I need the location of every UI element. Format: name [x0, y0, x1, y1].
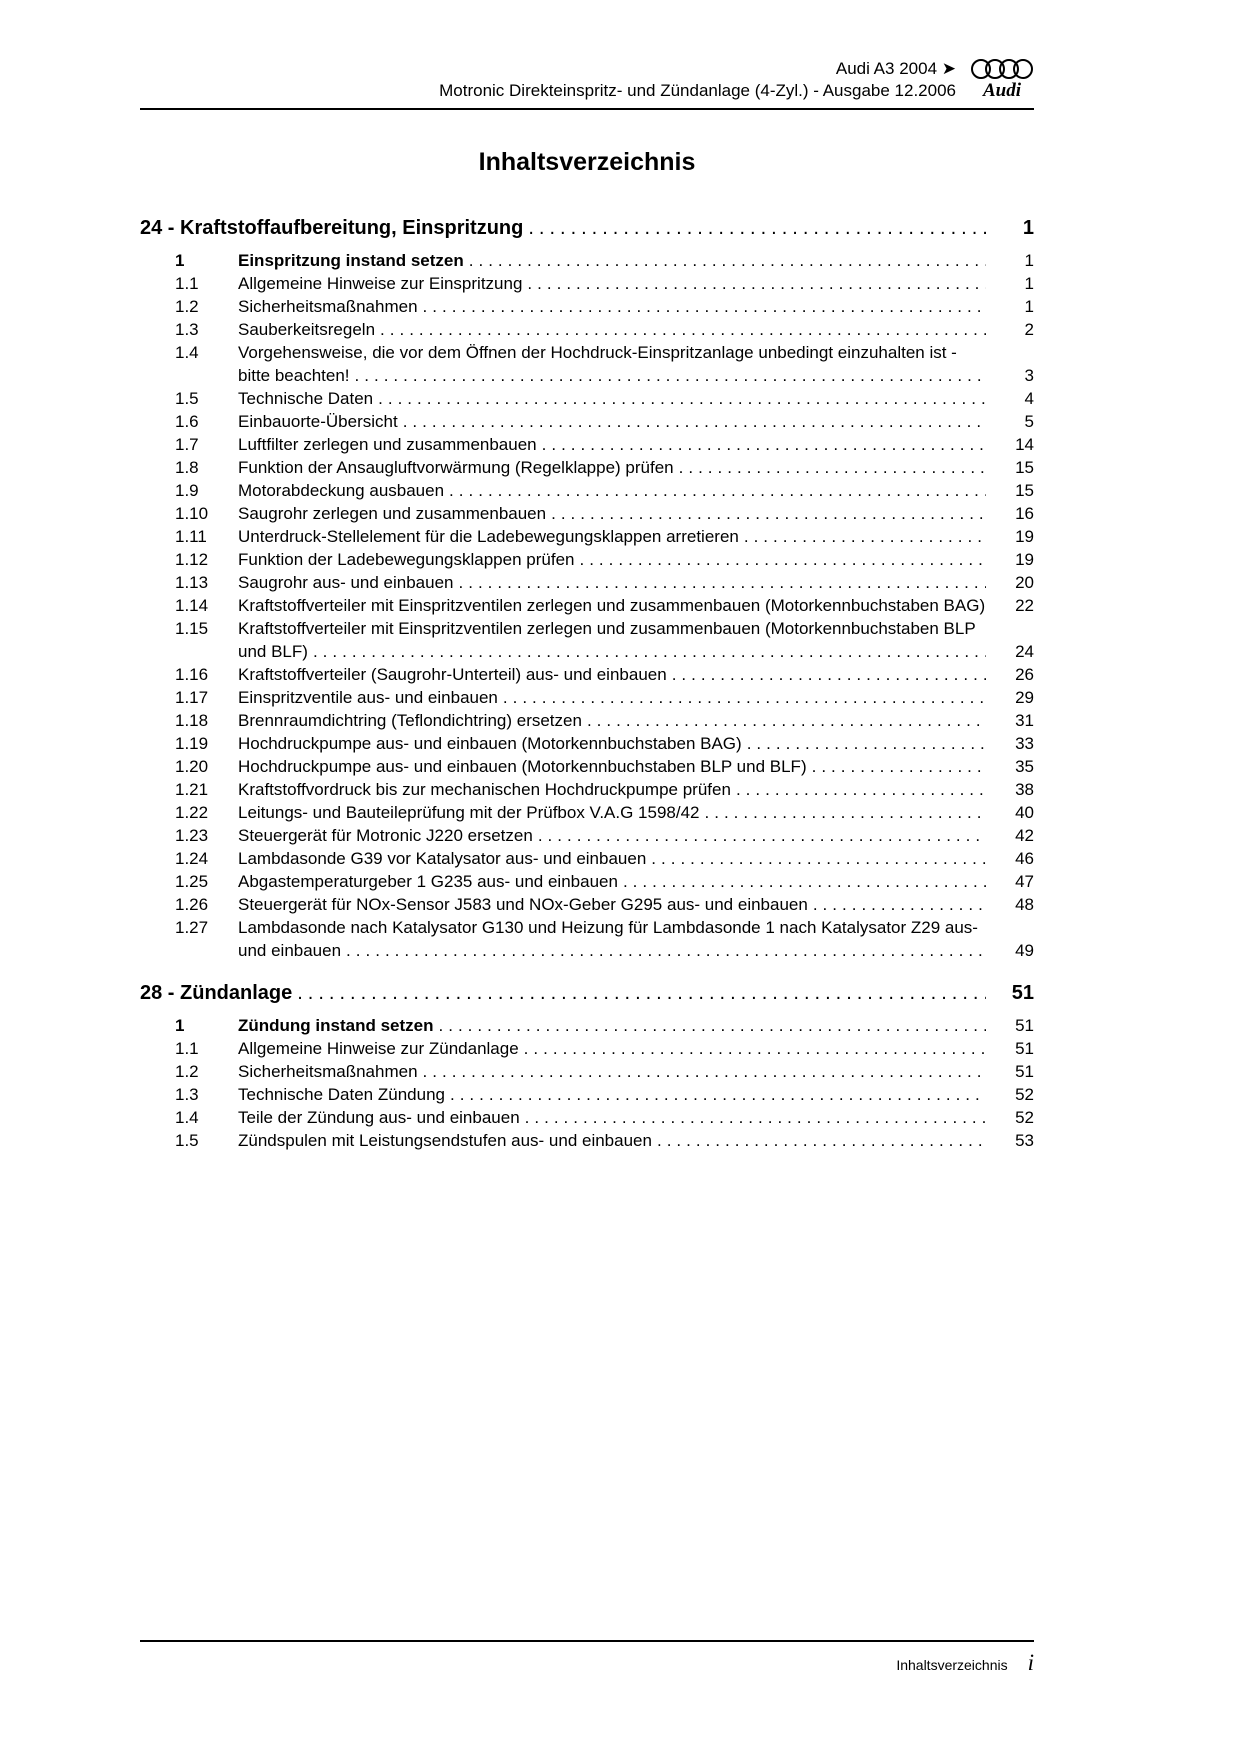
section-entry: [238, 456, 986, 479]
brand-block: [970, 58, 1034, 101]
section-entry: [238, 686, 986, 709]
toc-row: [140, 571, 1034, 594]
section-title: Einspritzventile aus- und einbauen: [238, 688, 498, 707]
header-divider: [140, 108, 1034, 110]
chapter-label: 28 - Zündanlage: [140, 982, 293, 1004]
section-title: Brennraumdichtring (Teflondichtring) ersetzen: [238, 711, 582, 730]
section-title: Unterdruck-Stellelement für die Ladebewegungsklappen arretieren: [238, 527, 739, 546]
section-page-number: 15: [1015, 458, 1034, 477]
section-number: 1.14: [175, 596, 209, 615]
section-title: Funktion der Ladebewegungsklappen prüfen: [238, 550, 575, 569]
section-page-number: 15: [1015, 481, 1034, 500]
section-entry: [238, 249, 986, 272]
section-page-number: 26: [1015, 665, 1034, 684]
section-entry: [238, 663, 986, 686]
dot-leader: [522, 272, 986, 295]
dot-leader: [418, 1060, 986, 1083]
section-title: Technische Daten: [238, 389, 374, 408]
dot-leader: [537, 433, 986, 456]
section-number: 1.4: [175, 343, 199, 362]
section-page-number: 49: [1015, 941, 1034, 960]
footer-page-number: i: [1027, 1650, 1034, 1675]
section-number: 1.7: [175, 435, 199, 454]
section-entry: [238, 824, 986, 847]
section-entry: [238, 387, 986, 410]
dot-leader: [582, 709, 986, 732]
section-title: Funktion der Ansaugluftvorwärmung (Regelklappe) prüfen: [238, 458, 674, 477]
dot-leader: [454, 571, 987, 594]
toc-row: [140, 893, 1034, 916]
section-page-number: 52: [1015, 1108, 1034, 1127]
section-number: 1.13: [175, 573, 209, 592]
toc-row: [140, 594, 1034, 617]
section-title: Saugrohr aus- und einbauen: [238, 573, 454, 592]
section-number: 1.27: [175, 918, 209, 937]
toc-row: [140, 410, 1034, 433]
audi-rings-icon: [971, 58, 1033, 80]
section-number: 1.1: [175, 274, 199, 293]
section-title: Teile der Zündung aus- und einbauen: [238, 1108, 520, 1127]
section-number: 1.1: [175, 1039, 199, 1058]
page-header: [140, 58, 1034, 102]
dot-leader: [808, 893, 986, 916]
section-number: 1: [175, 251, 185, 270]
chapter-label: 24 - Kraftstoffaufbereitung, Einspritzung: [140, 217, 524, 239]
dot-leader: [742, 732, 986, 755]
toc-row: [140, 847, 1034, 870]
section-title: Kraftstoffvordruck bis zur mechanischen Hochdruckpumpe prüfen: [238, 780, 731, 799]
toc-row: [140, 1129, 1034, 1152]
dot-leader: [985, 594, 986, 617]
section-entry: [238, 1129, 986, 1152]
chapter-heading-row: [140, 215, 1034, 242]
toc-row: [140, 502, 1034, 525]
toc-row: [140, 548, 1034, 571]
section-entry: [238, 1014, 986, 1037]
section-page-number: 29: [1015, 688, 1034, 707]
section-page-number: 14: [1015, 435, 1034, 454]
dot-leader: [498, 686, 986, 709]
toc-row: [140, 732, 1034, 755]
page-title: Inhaltsverzeichnis: [478, 148, 696, 176]
dot-leader: [464, 249, 986, 272]
section-title: Abgastemperaturgeber 1 G235 aus- und einbauen: [238, 872, 618, 891]
chapter-heading-row: [140, 980, 1034, 1007]
section-page-number: 48: [1015, 895, 1034, 914]
section-title: Kraftstoffverteiler mit Einspritzventilen zerlegen und zusammenbauen (Motorkennbuchstaben BLP und BLF): [238, 619, 976, 661]
section-title: Kraftstoffverteiler mit Einspritzventilen zerlegen und zusammenbauen (Motorkennbuchstaben BAG): [238, 596, 986, 615]
toc-row: [140, 433, 1034, 456]
header-text-block: [439, 58, 956, 102]
toc-row: [140, 295, 1034, 318]
section-title: Saugrohr zerlegen und zusammenbauen: [238, 504, 547, 523]
dot-leader: [350, 364, 986, 387]
section-page-number: 31: [1015, 711, 1034, 730]
section-title: Zündspulen mit Leistungsendstufen aus- und einbauen: [238, 1131, 652, 1150]
section-page-number: 1: [1024, 297, 1034, 316]
section-title: Einbauorte-Übersicht: [238, 412, 398, 431]
section-number: 1.23: [175, 826, 209, 845]
section-entry: [238, 1060, 986, 1083]
dot-leader: [308, 640, 986, 663]
section-entry: [238, 709, 986, 732]
section-entry: [238, 801, 986, 824]
chapter-page-number: 51: [1011, 982, 1034, 1004]
section-entry: [238, 617, 986, 663]
section-entry: [238, 847, 986, 870]
section-title: Vorgehensweise, die vor dem Öffnen der Hochdruck-Einspritzanlage unbedingt einzuhalten ist - bitte beachten!: [238, 343, 957, 385]
toc-row: [140, 778, 1034, 801]
section-page-number: 19: [1015, 527, 1034, 546]
toc-row: [140, 387, 1034, 410]
dot-leader: [807, 755, 986, 778]
dot-leader: [652, 1129, 986, 1152]
toc-row: [140, 525, 1034, 548]
section-entry: [238, 893, 986, 916]
section-page-number: 1: [1024, 274, 1034, 293]
dot-leader: [739, 525, 986, 548]
section-number: 1.25: [175, 872, 209, 891]
section-page-number: 2: [1024, 320, 1034, 339]
toc-row: [140, 824, 1034, 847]
section-entry: [238, 410, 986, 433]
section-entry: [238, 502, 986, 525]
header-model-line: Audi A3 2004 ➤: [835, 59, 956, 78]
section-page-number: 51: [1015, 1062, 1034, 1081]
toc-row: [140, 916, 1034, 962]
toc-row: [140, 1060, 1034, 1083]
section-title: Kraftstoffverteiler (Saugrohr-Unterteil) aus- und einbauen: [238, 665, 667, 684]
header-doc-title: Motronic Direkteinspritz- und Zündanlage (4-Zyl.) - Ausgabe 12.2006: [439, 81, 956, 100]
section-number: 1.9: [175, 481, 199, 500]
section-entry: [238, 755, 986, 778]
section-entry: [238, 732, 986, 755]
section-page-number: 20: [1015, 573, 1034, 592]
section-title: Lambdasonde G39 vor Katalysator aus- und einbauen: [238, 849, 647, 868]
section-page-number: 19: [1015, 550, 1034, 569]
section-title: Steuergerät für NOx-Sensor J583 und NOx-Geber G295 aus- und einbauen: [238, 895, 808, 914]
section-entry: [238, 341, 986, 387]
chapter-sections: [140, 1014, 1034, 1152]
section-number: 1.12: [175, 550, 209, 569]
toc-chapter: [140, 215, 1034, 962]
section-page-number: 3: [1024, 366, 1034, 385]
section-entry: [238, 1037, 986, 1060]
audi-wordmark: Audi: [982, 80, 1022, 101]
section-number: 1.19: [175, 734, 209, 753]
section-page-number: 38: [1015, 780, 1034, 799]
section-entry: [238, 479, 986, 502]
toc-row: [140, 456, 1034, 479]
dot-leader: [520, 1106, 986, 1129]
section-entry: [238, 870, 986, 893]
section-page-number: 1: [1024, 251, 1034, 270]
section-number: 1.8: [175, 458, 199, 477]
toc-row: [140, 709, 1034, 732]
section-number: 1.22: [175, 803, 209, 822]
section-number: 1.2: [175, 297, 199, 316]
chapter-entry: [140, 980, 986, 1007]
section-entry: [238, 594, 986, 617]
section-number: 1.3: [175, 320, 199, 339]
toc-row: [140, 617, 1034, 663]
toc-row: [140, 686, 1034, 709]
section-page-number: 35: [1015, 757, 1034, 776]
dot-leader: [444, 479, 986, 502]
section-page-number: 22: [1015, 596, 1034, 615]
toc-row: [140, 1083, 1034, 1106]
chapter-page-number: 1: [1022, 217, 1034, 239]
section-entry: [238, 571, 986, 594]
toc-row: [140, 801, 1034, 824]
section-title: Einspritzung instand setzen: [238, 251, 464, 270]
dot-leader: [418, 295, 986, 318]
section-number: 1.4: [175, 1108, 199, 1127]
section-entry: [238, 548, 986, 571]
section-title: Hochdruckpumpe aus- und einbauen (Motorkennbuchstaben BAG): [238, 734, 742, 753]
section-page-number: 4: [1024, 389, 1034, 408]
section-page-number: 5: [1024, 412, 1034, 431]
toc-row: [140, 663, 1034, 686]
section-page-number: 42: [1015, 826, 1034, 845]
section-number: 1.5: [175, 389, 199, 408]
section-number: 1.26: [175, 895, 209, 914]
dot-leader: [574, 548, 986, 571]
section-number: 1.17: [175, 688, 209, 707]
dot-leader: [731, 778, 986, 801]
section-title: Lambdasonde nach Katalysator G130 und Heizung für Lambdasonde 1 nach Katalysator Z29 aus- und einbauen: [238, 918, 978, 960]
section-title: Zündung instand setzen: [238, 1016, 434, 1035]
section-number: 1.2: [175, 1062, 199, 1081]
section-title: Luftfilter zerlegen und zusammenbauen: [238, 435, 537, 454]
section-page-number: 46: [1015, 849, 1034, 868]
footer-line: [140, 1650, 1034, 1676]
section-number: 1.3: [175, 1085, 199, 1104]
toc-row: [140, 318, 1034, 341]
section-page-number: 53: [1015, 1131, 1034, 1150]
section-title: Sicherheitsmaßnahmen: [238, 1062, 418, 1081]
section-title: Technische Daten Zündung: [238, 1085, 445, 1104]
section-title: Sauberkeitsregeln: [238, 320, 376, 339]
section-title: Sicherheitsmaßnahmen: [238, 297, 418, 316]
toc-row: [140, 341, 1034, 387]
section-entry: [238, 318, 986, 341]
section-title: Leitungs- und Bauteileprüfung mit der Prüfbox V.A.G 1598/42: [238, 803, 700, 822]
section-entry: [238, 272, 986, 295]
toc-row: [140, 479, 1034, 502]
dot-leader: [434, 1014, 987, 1037]
dot-leader: [533, 824, 986, 847]
section-number: 1.24: [175, 849, 209, 868]
footer-divider: [140, 1640, 1034, 1642]
footer-label: Inhaltsverzeichnis: [896, 1657, 1008, 1673]
dot-leader: [646, 847, 986, 870]
dot-leader: [445, 1083, 986, 1106]
dot-leader: [375, 318, 986, 341]
dot-leader: [519, 1037, 986, 1060]
section-number: 1.20: [175, 757, 209, 776]
section-title: Motorabdeckung ausbauen: [238, 481, 445, 500]
section-page-number: 33: [1015, 734, 1034, 753]
section-number: 1: [175, 1016, 185, 1035]
chapter-entry: [140, 215, 986, 242]
dot-leader: [373, 387, 986, 410]
section-page-number: 51: [1015, 1016, 1034, 1035]
toc-row: [140, 1106, 1034, 1129]
section-title: Hochdruckpumpe aus- und einbauen (Motorkennbuchstaben BLP und BLF): [238, 757, 807, 776]
dot-leader: [667, 663, 986, 686]
toc-chapter: [140, 980, 1034, 1152]
section-number: 1.16: [175, 665, 209, 684]
section-entry: [238, 525, 986, 548]
toc: [140, 215, 1034, 1152]
page-footer: [140, 1640, 1034, 1676]
dot-leader: [398, 410, 986, 433]
section-entry: [238, 778, 986, 801]
section-entry: [238, 1106, 986, 1129]
dot-leader: [700, 801, 986, 824]
section-entry: [238, 916, 986, 962]
toc-row: [140, 1037, 1034, 1060]
chapter-sections: [140, 249, 1034, 962]
section-page-number: 52: [1015, 1085, 1034, 1104]
section-title: Allgemeine Hinweise zur Zündanlage: [238, 1039, 519, 1058]
section-page-number: 47: [1015, 872, 1034, 891]
dot-leader: [292, 980, 986, 1007]
section-number: 1.11: [175, 527, 207, 546]
dot-leader: [674, 456, 986, 479]
dot-leader: [546, 502, 986, 525]
dot-leader: [341, 939, 986, 962]
section-number: 1.6: [175, 412, 199, 431]
dot-leader: [618, 870, 986, 893]
section-title: Steuergerät für Motronic J220 ersetzen: [238, 826, 533, 845]
section-entry: [238, 1083, 986, 1106]
section-page-number: 24: [1015, 642, 1034, 661]
dot-leader: [523, 215, 986, 242]
section-number: 1.18: [175, 711, 209, 730]
section-number: 1.15: [175, 619, 209, 638]
section-entry: [238, 433, 986, 456]
section-page-number: 16: [1015, 504, 1034, 523]
section-page-number: 51: [1015, 1039, 1034, 1058]
section-number: 1.21: [175, 780, 209, 799]
section-page-number: 40: [1015, 803, 1034, 822]
section-number: 1.10: [175, 504, 209, 523]
section-title: Allgemeine Hinweise zur Einspritzung: [238, 274, 523, 293]
toc-row: [140, 755, 1034, 778]
section-number: 1.5: [175, 1131, 199, 1150]
toc-row: [140, 272, 1034, 295]
section-entry: [238, 295, 986, 318]
toc-row: [140, 249, 1034, 272]
toc-row: [140, 1014, 1034, 1037]
toc-row: [140, 870, 1034, 893]
